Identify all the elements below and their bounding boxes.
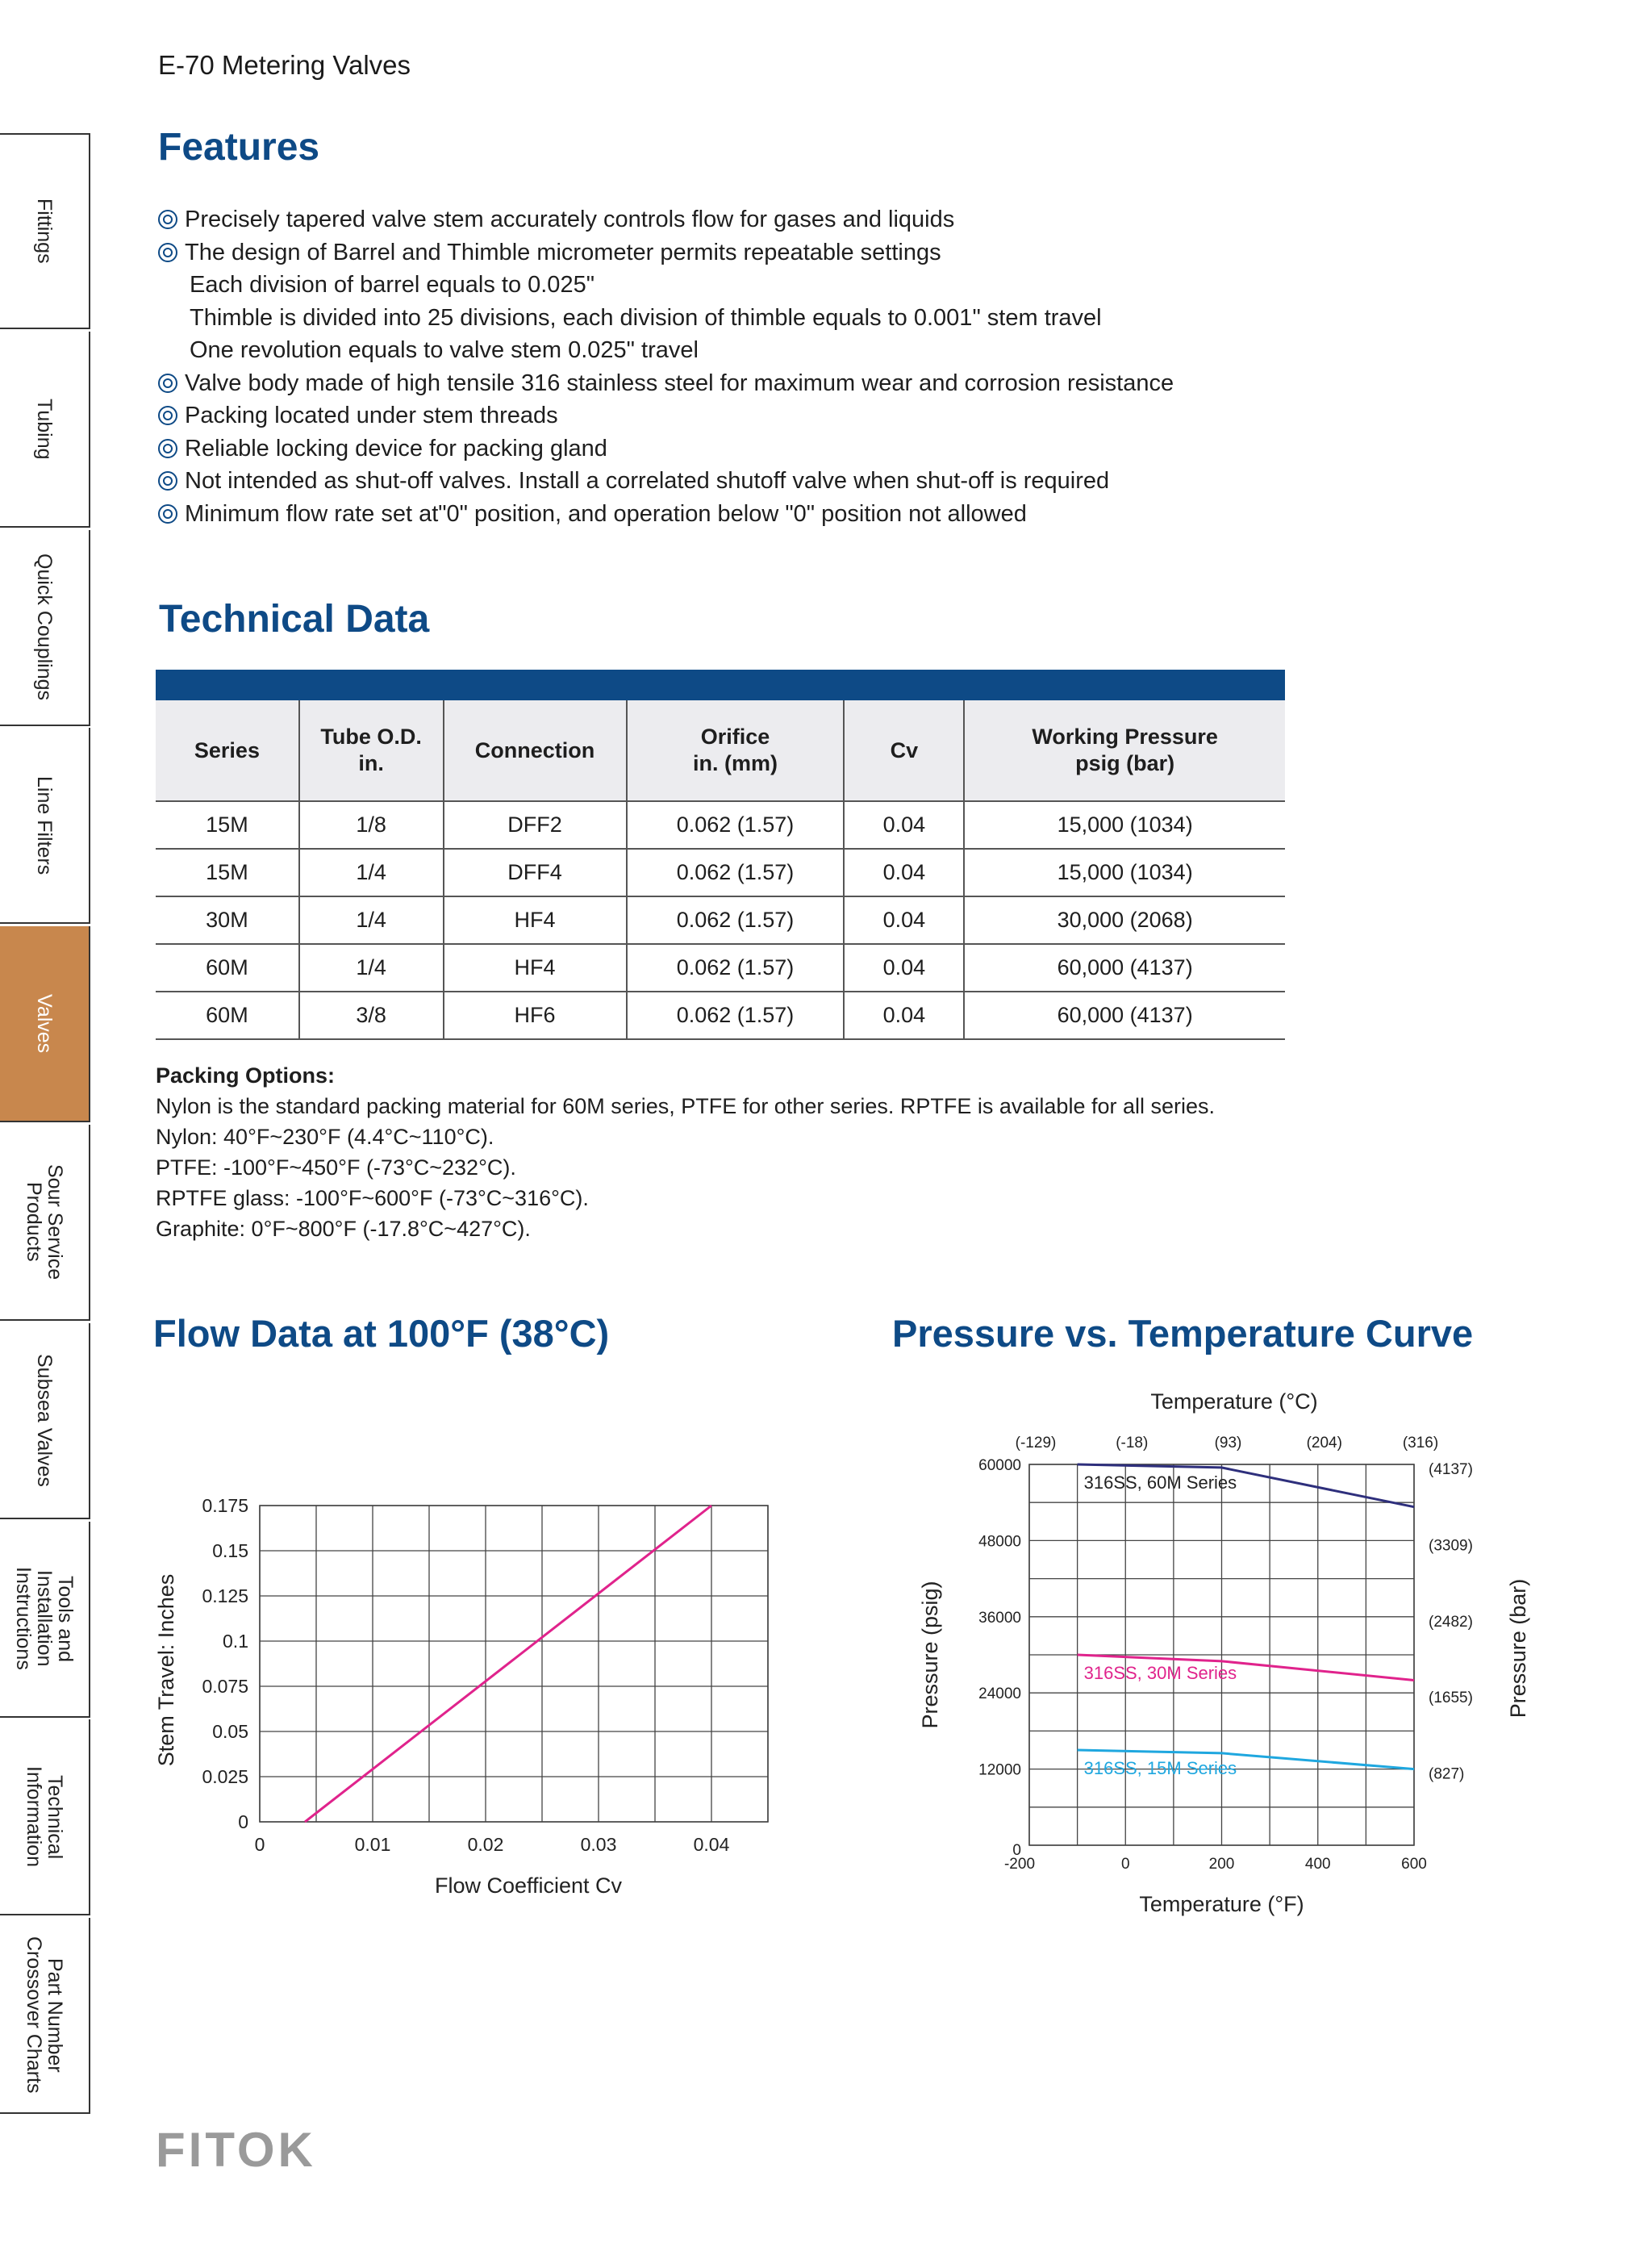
x2-tick-label: (204) <box>1306 1435 1342 1451</box>
x2-tick-label: (-18) <box>1116 1435 1149 1451</box>
feature-text: One revolution equals to valve stem 0.025" travel <box>190 337 699 363</box>
table-cell: 0.04 <box>844 944 964 992</box>
table-cell: 1/4 <box>299 849 444 896</box>
feature-text: Valve body made of high tensile 316 stainless steel for maximum wear and corrosion resistance <box>185 370 1174 396</box>
column-header-line: Tube O.D. <box>320 725 422 749</box>
table-cell: 30,000 (2068) <box>964 896 1285 944</box>
table-cell: DFF2 <box>444 801 627 849</box>
side-tab-label: Fittings <box>33 198 56 264</box>
table-cell: 60M <box>156 944 299 992</box>
column-header-line: Series <box>194 737 260 762</box>
y-tick-label: 0.1 <box>223 1631 248 1652</box>
table-cell: 0.04 <box>844 896 964 944</box>
y-tick-label: 0.125 <box>202 1585 248 1606</box>
x2-tick-label: (316) <box>1402 1435 1439 1451</box>
side-tab-label: Subsea Valves <box>33 1353 56 1487</box>
x-axis-label: Temperature (°F) <box>1139 1892 1304 1916</box>
y-tick-label: 36000 <box>978 1609 1021 1627</box>
x-tick-label: 600 <box>1401 1856 1427 1873</box>
side-tab-label: Tubing <box>33 398 56 460</box>
table-cell: 60M <box>156 992 299 1039</box>
table-cell: 0.062 (1.57) <box>627 944 845 992</box>
y2-axis-label: Pressure (bar) <box>1506 1578 1530 1719</box>
y-tick-label: 48000 <box>978 1533 1021 1551</box>
technical-data-heading: Technical Data <box>159 598 430 641</box>
x-axis-label: Flow Coefficient Cv <box>434 1873 623 1898</box>
table-cell: 0.062 (1.57) <box>627 801 845 849</box>
features-heading: Features <box>158 126 320 169</box>
side-tab-label: Valves <box>33 994 56 1054</box>
table-cell: 0.062 (1.57) <box>627 849 845 896</box>
packing-line: Nylon is the standard packing material for 60M series, PTFE for other series. RPTFE is available for all series. <box>156 1094 1216 1118</box>
column-header-line: in. (mm) <box>692 751 778 775</box>
x-tick-label: 0.03 <box>580 1834 617 1855</box>
feature-text: Minimum flow rate set at"0" position, and operation below "0" position not allowed <box>185 500 1027 527</box>
y-tick-label: 0.075 <box>202 1676 248 1697</box>
feature-text: Reliable locking device for packing gland <box>185 435 607 462</box>
x2-axis-label: Temperature (°C) <box>1150 1389 1318 1414</box>
y2-tick-label: (827) <box>1429 1765 1465 1783</box>
table-cell: DFF4 <box>444 849 627 896</box>
series-line <box>305 1506 711 1822</box>
plot-frame <box>260 1506 768 1822</box>
series-label: 316SS, 30M Series <box>1083 1663 1237 1683</box>
packing-line: Graphite: 0°F~800°F (-17.8°C~427°C). <box>156 1217 531 1241</box>
flow-chart-title: Flow Data at 100°F (38°C) <box>153 1312 610 1355</box>
side-tab-label: Part Number Crossover Charts <box>23 1936 66 2094</box>
table-cell: 0.04 <box>844 849 964 896</box>
table-cell: HF4 <box>444 944 627 992</box>
x-tick-label: 0 <box>254 1834 265 1855</box>
column-header-line: Cv <box>890 737 919 762</box>
table-cell: 30M <box>156 896 299 944</box>
x-tick-label: 200 <box>1208 1856 1235 1873</box>
table-cell: 15,000 (1034) <box>964 849 1285 896</box>
column-header-line: psig (bar) <box>1075 751 1175 775</box>
y-tick-label: 0.025 <box>202 1766 248 1787</box>
y-tick-label: 0 <box>238 1811 248 1832</box>
y-tick-label: 0.05 <box>212 1721 248 1742</box>
y-axis-label: Stem Travel: Inches <box>154 1573 178 1767</box>
series-label: 316SS, 60M Series <box>1083 1472 1237 1493</box>
x-tick-label: 0.01 <box>354 1834 391 1855</box>
packing-line: RPTFE glass: -100°F~600°F (-73°C~316°C). <box>156 1186 589 1210</box>
packing-options-title: Packing Options: <box>156 1063 336 1088</box>
table-cell: 15M <box>156 849 299 896</box>
y2-tick-label: (1655) <box>1429 1690 1473 1707</box>
side-tab-label: Tools and Installation Instructions <box>12 1567 77 1671</box>
column-header-line: Orifice <box>700 725 770 749</box>
table-cell: 3/8 <box>299 992 444 1039</box>
x-tick-label: 0.02 <box>467 1834 504 1855</box>
y2-tick-label: (3309) <box>1429 1537 1473 1555</box>
pt-chart-title: Pressure vs. Temperature Curve <box>892 1312 1474 1355</box>
x2-tick-label: (-129) <box>1015 1435 1057 1451</box>
feature-text: Not intended as shut-off valves. Install a correlated shutoff valve when shut-off is required <box>185 468 1110 494</box>
table-cell: 1/4 <box>299 896 444 944</box>
packing-line: PTFE: -100°F~450°F (-73°C~232°C). <box>156 1155 516 1180</box>
table-cell: 0.062 (1.57) <box>627 992 845 1039</box>
y-tick-label: 0 <box>1012 1842 1021 1859</box>
feature-text: Packing located under stem threads <box>185 403 558 428</box>
column-header-line: in. <box>358 751 384 775</box>
table-cell: 0.04 <box>844 801 964 849</box>
y2-tick-label: (4137) <box>1429 1461 1473 1478</box>
y-tick-label: 0.175 <box>202 1495 248 1516</box>
fitok-logo: FITOK <box>156 2123 316 2177</box>
y-axis-label: Pressure (psig) <box>918 1581 942 1729</box>
column-header-line: Connection <box>474 737 595 762</box>
y-tick-label: 60000 <box>978 1457 1021 1474</box>
feature-text: Precisely tapered valve stem accurately controls flow for gases and liquids <box>185 207 955 232</box>
x-tick-label: 400 <box>1304 1856 1331 1873</box>
side-tab-label: Line Filters <box>33 775 56 875</box>
side-tab-label: Sour Service Products <box>23 1163 66 1280</box>
x-tick-label: 0 <box>1120 1856 1130 1873</box>
y-tick-label: 0.15 <box>212 1540 248 1561</box>
y-tick-label: 12000 <box>978 1761 1021 1779</box>
y-tick-label: 24000 <box>978 1685 1021 1703</box>
series-label: 316SS, 15M Series <box>1083 1758 1237 1778</box>
x-tick-label: -200 <box>1003 1856 1036 1873</box>
table-cell: 15M <box>156 801 299 849</box>
table-cell: 1/8 <box>299 801 444 849</box>
table-cell: 1/4 <box>299 944 444 992</box>
y2-tick-label: (2482) <box>1429 1613 1473 1631</box>
feature-text: Each division of barrel equals to 0.025" <box>190 272 594 298</box>
table-cell: 60,000 (4137) <box>964 992 1285 1039</box>
table-cell: HF4 <box>444 896 627 944</box>
table-cell: 60,000 (4137) <box>964 944 1285 992</box>
table-cell: HF6 <box>444 992 627 1039</box>
feature-text: The design of Barrel and Thimble micrometer permits repeatable settings <box>185 239 941 265</box>
side-tab-label: Technical Information <box>23 1766 66 1868</box>
side-tab-label: Quick Couplings <box>33 553 56 701</box>
packing-line: Nylon: 40°F~230°F (4.4°C~110°C). <box>156 1125 494 1149</box>
column-header-line: Working Pressure <box>1032 725 1218 749</box>
table-cell: 0.04 <box>844 992 964 1039</box>
table-cell: 0.062 (1.57) <box>627 896 845 944</box>
feature-text: Thimble is divided into 25 divisions, each division of thimble equals to 0.001" stem travel <box>190 304 1102 331</box>
page-header: E-70 Metering Valves <box>158 50 411 80</box>
x-tick-label: 0.04 <box>693 1834 730 1855</box>
table-cell: 15,000 (1034) <box>964 801 1285 849</box>
x2-tick-label: (93) <box>1214 1435 1242 1451</box>
